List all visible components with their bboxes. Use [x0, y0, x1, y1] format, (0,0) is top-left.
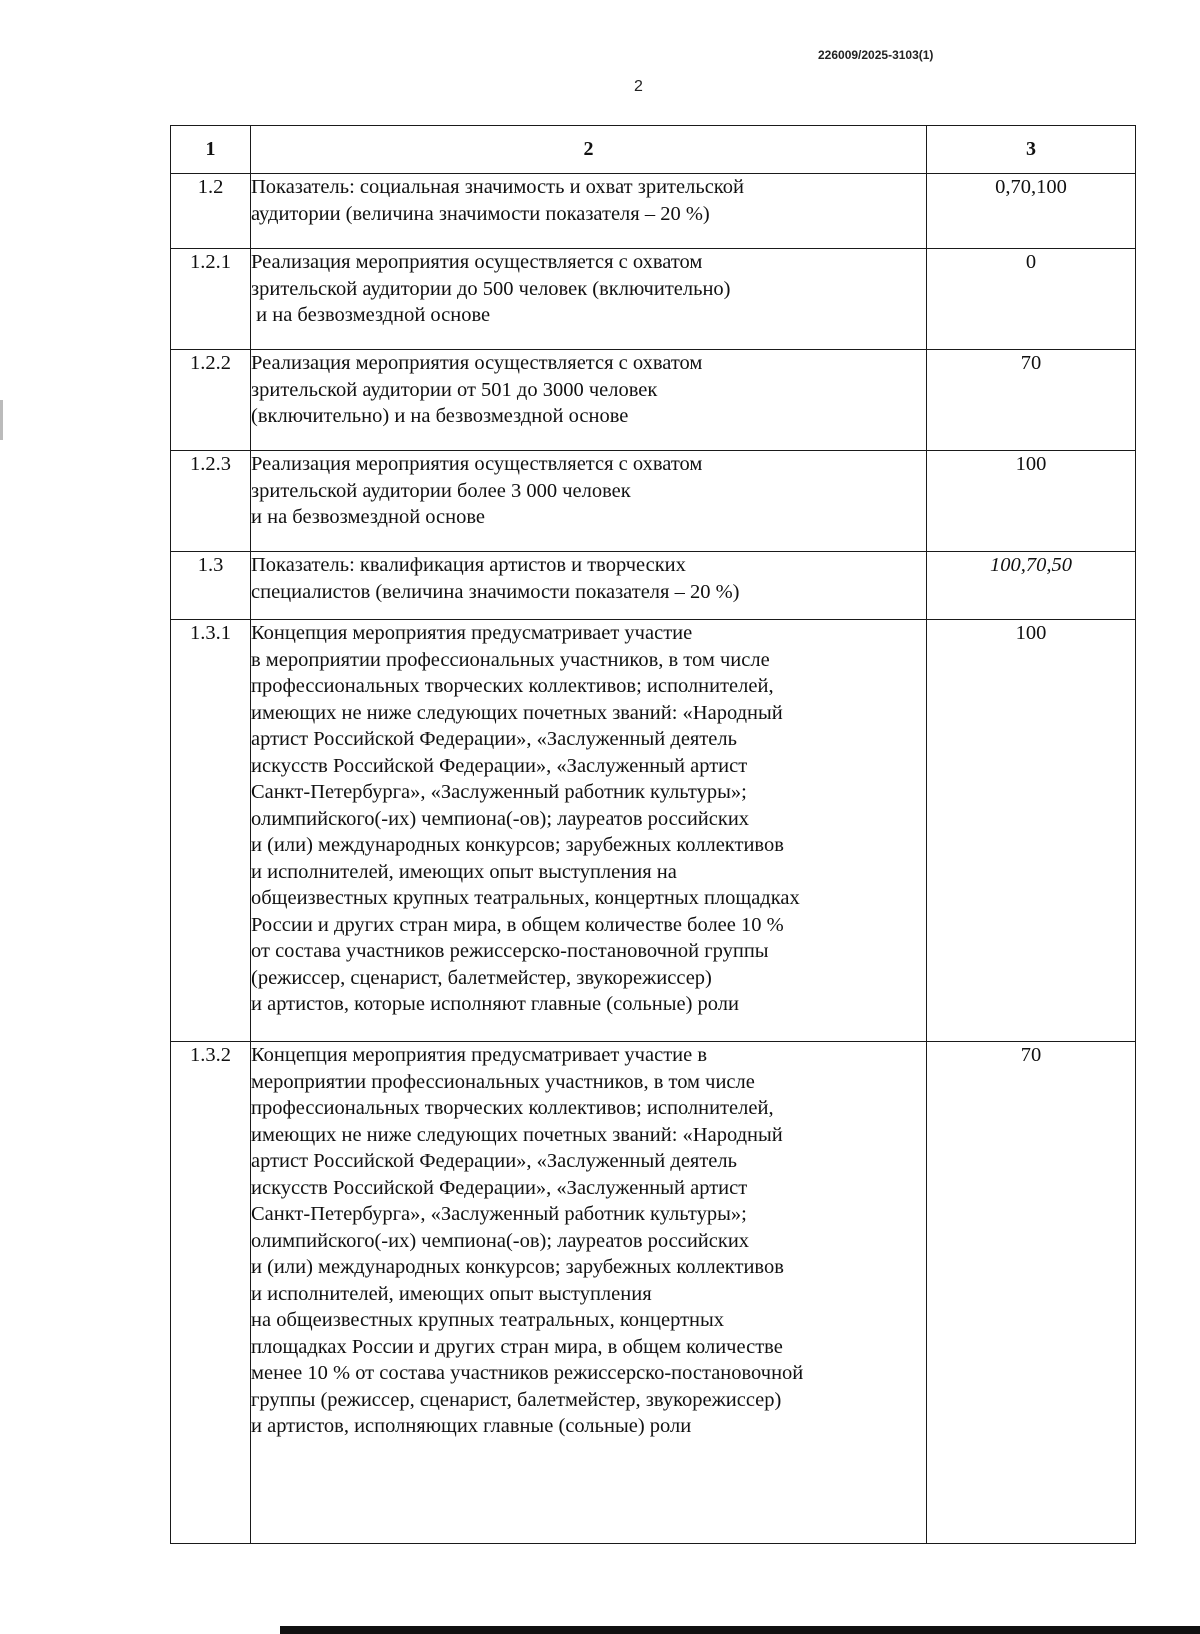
description-line: артист Российской Федерации», «Заслуженный деятель — [251, 1150, 737, 1172]
description-line: и артистов, исполняющих главные (сольные) роли — [251, 1415, 692, 1437]
row-value: 100,70,50 — [927, 552, 1136, 620]
description-line: Концепция мероприятия предусматривает участие в — [251, 1044, 708, 1066]
description-line: зрительской аудитории более 3 000 человек — [251, 479, 631, 502]
description-line: и исполнителей, имеющих опыт выступления на — [251, 860, 677, 883]
scan-edge — [280, 1626, 1200, 1634]
row-number: 1.3.1 — [171, 620, 251, 1042]
description-line: Реализация мероприятия осуществляется с охватом — [251, 453, 703, 475]
row-description — [251, 552, 927, 620]
table-row — [171, 174, 1136, 249]
description-line: и (или) международных конкурсов; зарубежных коллективов — [251, 834, 784, 856]
row-number: 1.3.2 — [171, 1042, 251, 1544]
table-row — [171, 451, 1136, 552]
row-value: 0,70,100 — [927, 174, 1136, 249]
description-line: имеющих не ниже следующих почетных званий: «Народный — [251, 1123, 783, 1146]
column-header-1: 1 — [171, 126, 251, 174]
row-description — [251, 620, 927, 1042]
criteria-table — [170, 125, 1136, 1544]
row-value: 70 — [927, 1042, 1136, 1544]
description-line: Показатель: социальная значимость и охват зрительской — [251, 176, 744, 198]
row-number: 1.2.2 — [171, 350, 251, 451]
description-line: олимпийского(-их) чемпиона(-ов); лауреатов российских — [251, 807, 750, 830]
table-row — [171, 552, 1136, 620]
description-line: менее 10 % от состава участников режиссерско-постановочной — [251, 1362, 804, 1384]
description-line: олимпийского(-их) чемпиона(-ов); лауреатов российских — [251, 1229, 750, 1252]
row-number: 1.2.1 — [171, 249, 251, 350]
document-number: 226009/2025-3103(1) — [818, 48, 934, 62]
description-line: Санкт-Петербурга», «Заслуженный работник культуры»; — [251, 1203, 747, 1225]
description-line: Показатель: квалификация артистов и творческих — [251, 554, 686, 576]
description-line: профессиональных творческих коллективов; исполнителей, — [251, 1097, 774, 1119]
column-header-2: 2 — [251, 126, 927, 174]
description-line: зрительской аудитории до 500 человек (включительно) — [251, 277, 731, 300]
description-line: мероприятии профессиональных участников, в том числе — [251, 1070, 755, 1093]
description-line: России и других стран мира, в общем количестве более 10 % — [251, 913, 784, 936]
description-line: и исполнителей, имеющих опыт выступления — [251, 1282, 652, 1305]
table-row — [171, 350, 1136, 451]
description-line: (включительно) и на безвозмездной основе — [251, 405, 629, 427]
row-number: 1.2 — [171, 174, 251, 249]
row-number: 1.2.3 — [171, 451, 251, 552]
description-line: искусств Российской Федерации», «Заслуженный артист — [251, 1176, 748, 1199]
row-number: 1.3 — [171, 552, 251, 620]
description-line: аудитории (величина значимости показателя – 20 %) — [251, 202, 710, 225]
row-description — [251, 350, 927, 451]
table-header-row — [171, 126, 1136, 174]
row-description — [251, 1042, 927, 1544]
table-row — [171, 249, 1136, 350]
row-value: 0 — [927, 249, 1136, 350]
row-value: 70 — [927, 350, 1136, 451]
description-line: Концепция мероприятия предусматривает участие — [251, 622, 693, 644]
description-line: и артистов, которые исполняют главные (сольные) роли — [251, 993, 739, 1015]
description-line: профессиональных творческих коллективов; исполнителей, — [251, 675, 774, 697]
description-line: зрительской аудитории от 501 до 3000 человек — [251, 378, 658, 401]
description-line: (режиссер, сценарист, балетмейстер, звукорежиссер) — [251, 966, 712, 989]
description-line: от состава участников режиссерско-постановочной группы — [251, 940, 769, 962]
page-number: 2 — [634, 78, 643, 95]
scan-artifact — [0, 400, 3, 440]
description-line: искусств Российской Федерации», «Заслуженный артист — [251, 754, 748, 777]
description-line: артист Российской Федерации», «Заслуженный деятель — [251, 728, 737, 750]
row-description — [251, 174, 927, 249]
table-row — [171, 1042, 1136, 1544]
description-line: Реализация мероприятия осуществляется с охватом — [251, 251, 703, 273]
description-line: на общеизвестных крупных театральных, концертных — [251, 1309, 725, 1331]
description-line: Санкт-Петербурга», «Заслуженный работник культуры»; — [251, 781, 747, 803]
row-description — [251, 451, 927, 552]
description-line: специалистов (величина значимости показателя – 20 %) — [251, 580, 740, 603]
description-line: Реализация мероприятия осуществляется с охватом — [251, 352, 703, 374]
row-description — [251, 249, 927, 350]
table-row — [171, 620, 1136, 1042]
description-line: площадках России и других стран мира, в общем количестве — [251, 1335, 783, 1358]
description-line: группы (режиссер, сценарист, балетмейстер, звукорежиссер) — [251, 1388, 782, 1411]
description-line: и на безвозмездной основе — [251, 506, 486, 528]
row-value: 100 — [927, 451, 1136, 552]
row-value: 100 — [927, 620, 1136, 1042]
description-line: и (или) международных конкурсов; зарубежных коллективов — [251, 1256, 784, 1278]
description-line: и на безвозмездной основе — [251, 304, 491, 326]
description-line: общеизвестных крупных театральных, концертных площадках — [251, 887, 800, 909]
column-header-3: 3 — [927, 126, 1136, 174]
description-line: имеющих не ниже следующих почетных званий: «Народный — [251, 701, 783, 724]
description-line: в мероприятии профессиональных участников, в том числе — [251, 648, 770, 671]
